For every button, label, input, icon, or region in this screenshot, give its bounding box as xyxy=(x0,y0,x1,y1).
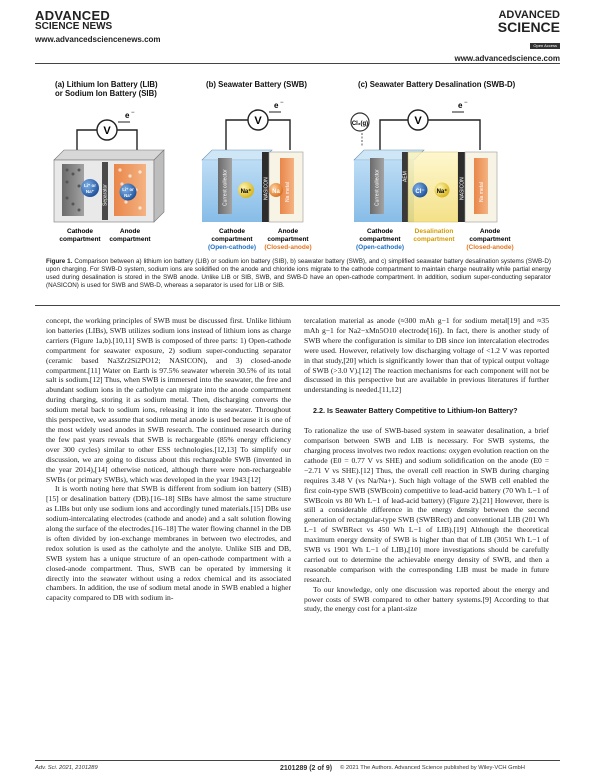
svg-text:Current collector: Current collector xyxy=(222,169,229,206)
svg-text:−: − xyxy=(464,100,468,106)
paragraph: concept, the working principles of SWB must be discussed first. Unlike lithium ion batteries (LIBs), SWB utilizes sodium ions instead of lithium ions as charge carriers (Figure 1a,b).[10,11] SWB is composed of three parts: 1) Open-cathode compartment for seawater exposure, 2) sodium super-conducting separator (ceramic based Na3Zr2Si2PO12; NASICON), and 3) closed-anode compartment.[11] Water on Earth is 97.5% seawater wherein 30.5% of its total salt is sodium.[12] Thus, when SWB is immersed into the seawater, the free and abundant sodium ions in the catholyte can migrate into the anode compartment during charging, storing it as sodium metal. Then, discharging converts the sodium metal back to sodium ions, releasing it into the seawater. Throughout this perspective, we assume that sodium metal anode is used because it is one of the most widely used anodes in SWB research. The continued research during the few past years reveals that SWB is rechargeable (85% energy efficiency over 300 cycles) similar to other ESS technologies.[12,13] To simplify our discussion, we are going to discuss about this rechargeable SWB (invented in the year 2014),[14] otherwise noticed, although there were non-rechargeable SWBs (or primary SWBs), which was developed in the year 1943.[12] xyxy=(46,316,291,484)
svg-text:AEM: AEM xyxy=(402,171,409,182)
paragraph: To our knowledge, only one discussion was reported about the energy and power costs of SWB compared to other battery systems.[9] According to that study, the energy cost for a plant-size xyxy=(304,584,549,614)
svg-text:compartment: compartment xyxy=(469,236,511,243)
svg-text:Anode: Anode xyxy=(119,228,141,235)
svg-text:e: e xyxy=(274,101,279,110)
svg-text:Na metal: Na metal xyxy=(285,181,291,202)
svg-text:Current collector: Current collector xyxy=(374,169,381,206)
svg-text:V: V xyxy=(254,115,262,127)
svg-text:Cathode: Cathode xyxy=(67,228,93,235)
footer-journal: Adv. Sci. 2021, 2101289 xyxy=(35,765,98,771)
svg-text:Cl⁻: Cl⁻ xyxy=(415,189,425,195)
right-column xyxy=(304,316,549,614)
panel-c-diagram xyxy=(351,100,514,251)
svg-text:Na⁺: Na⁺ xyxy=(436,189,448,195)
svg-text:Anode: Anode xyxy=(479,228,501,235)
svg-text:compartment: compartment xyxy=(109,236,151,243)
panel-a-title: (a) Lithium Ion Battery (LIB) or Sodium Ion Battery (SIB) xyxy=(55,80,158,98)
svg-text:compartment: compartment xyxy=(211,236,253,243)
section-heading: 2.2. Is Seawater Battery Competitive to Lithium-Ion Battery? xyxy=(313,406,518,416)
journal-logo-line1: ADVANCED xyxy=(498,9,560,21)
svg-text:Cl₂(g): Cl₂(g) xyxy=(351,121,369,127)
svg-text:compartment: compartment xyxy=(267,236,309,243)
panel-b-title: (b) Seawater Battery (SWB) xyxy=(206,80,307,89)
svg-text:NASICON: NASICON xyxy=(263,177,270,200)
svg-text:Desalination: Desalination xyxy=(414,228,454,235)
paragraph: tercalation material as anode (≈300 mAh g−1 for sodium metal[19] and ≈35 mAh g−1 for Na2−xMn5O10 electrode[16]). In fact, there is another study of SWB where the configuration is similar to DB since ion intercalation electrodes were used. However, relatively low discharging voltage of <1.2 V was reported in that study,[20] which is significantly lower than that of typical output voltage of SWB (>3.0 V).[12] The reaction mechanisms for each component will not be discussed in this perspective but are available in previous literatures if further understanding is needed.[11,12] xyxy=(304,316,549,395)
svg-text:(Open-cathode): (Open-cathode) xyxy=(207,244,257,251)
svg-text:Li⁺ or: Li⁺ or xyxy=(83,183,97,188)
svg-text:Na: Na xyxy=(272,189,280,195)
figure-caption xyxy=(46,258,551,290)
svg-text:Li⁺ or: Li⁺ or xyxy=(122,187,134,192)
publisher-logo-line1: ADVANCED xyxy=(35,8,111,23)
svg-text:V: V xyxy=(414,115,422,127)
svg-text:e: e xyxy=(125,111,130,120)
journal-logo-line2: SCIENCE xyxy=(497,19,560,35)
svg-text:(Closed-anode): (Closed-anode) xyxy=(264,244,312,251)
header-rule xyxy=(35,63,560,64)
caption-label: Figure 1. xyxy=(46,258,73,265)
publisher-url[interactable]: www.advancedsciencenews.com xyxy=(35,35,161,44)
svg-text:Na⁺: Na⁺ xyxy=(124,193,132,198)
svg-text:compartment: compartment xyxy=(359,236,401,243)
svg-text:(Open-cathode): (Open-cathode) xyxy=(355,244,405,251)
svg-text:Cathode: Cathode xyxy=(367,228,393,235)
svg-text:compartment: compartment xyxy=(413,236,455,243)
svg-text:(Closed-anode): (Closed-anode) xyxy=(466,244,514,251)
footer-copyright: © 2021 The Authors. Advanced Science published by Wiley-VCH GmbH xyxy=(340,765,525,771)
svg-text:NASICON: NASICON xyxy=(459,177,466,200)
svg-text:compartment: compartment xyxy=(59,236,101,243)
page-footer xyxy=(35,765,560,771)
paragraph: It is worth noting here that SWB is different from sodium ion battery (SIB)[15] or desalination battery (DB).[16–18] SIBs have almost the same structure as LIBs but only use sodium ions and accordingly tuned materials.[15] DBs use sodium-intercalating electrodes (cathode and anode) and a salt solution flowing along the surface of the electrodes.[16–18] The water flowing channel in the DB is often divided by ion-exchange membranes in between two electrodes, and redox solution is used as the catholyte and the anolyte. Unlike SIB and DB, SWB system has a unique structure of an open-cathode compartment with a closed-anode compartment. Thus, SWB can be operated by immersing it directly into the seawater without using a redox chemical and its associated chambers. In addition, the use of sodium metal anode in SWB enabled a higher capacity compared to DB with sodium in- xyxy=(46,484,291,603)
svg-text:Anode: Anode xyxy=(277,228,299,235)
open-access-badge: Open Access xyxy=(530,43,560,49)
svg-text:Separator: Separator xyxy=(102,184,109,206)
left-column xyxy=(46,316,291,603)
caption-text: Comparison between a) lithium ion battery (LIB) or sodium ion battery (SIB), b) seawater battery (SWB), and c) simplified seawater battery desalination systems (SWB-D) upon charging. For SWB-D system, sodium ions are solidified on the anode and chloride ions migrate to the cathode compartment to maintain charge neutrality while partial energy used during desalination is stored in the SWB anode. Unlike LIB or SIB, SWB, and SWB-D have an open-cathode compartment. In addition, sodium super-conducting separator (NASICON) is used for SWB and SWB-D, whereas a separator is used for LIB or SIB. xyxy=(46,258,551,290)
panel-a-diagram xyxy=(54,110,164,243)
footer-page: 2101289 (2 of 9) xyxy=(280,765,333,772)
svg-text:V: V xyxy=(103,125,111,137)
battery-comparison-figure xyxy=(40,78,560,253)
caption-rule xyxy=(35,305,560,306)
svg-text:Na⁺: Na⁺ xyxy=(240,189,252,195)
publisher-logo-line2: SCIENCE NEWS xyxy=(35,21,113,32)
svg-text:Cathode: Cathode xyxy=(219,228,245,235)
journal-url[interactable]: www.advancedscience.com xyxy=(454,54,560,63)
panel-c-title: (c) Seawater Battery Desalination (SWB-D) xyxy=(358,80,516,89)
publisher-header xyxy=(35,10,161,44)
footer-rule xyxy=(35,760,560,761)
svg-text:−: − xyxy=(131,110,135,116)
svg-text:−: − xyxy=(280,100,284,106)
svg-text:Na⁺: Na⁺ xyxy=(85,189,95,194)
journal-header xyxy=(454,10,560,63)
panel-b-diagram xyxy=(202,100,312,251)
paragraph: To rationalize the use of SWB-based system in seawater desalination, a brief comparison between SWB and LIB is necessary. For SWB systems, the charging process involves two redox reactions: oxygen evolution reaction on the cathode (E0 = 0.77 V vs SHE) and sodium solidification on the anode (E0 = −2.71 V vs SHE).[12] Thus, the overall cell reaction in SWB during charging requires 3.48 V (vs Na/Na+). Such high voltage of the SWB cell enabled the first coin-type SWB (SWBcoin) competitive to lead-acid battery (70 Wh L−1 of SWBcoin vs 80 Wh L−1 of lead-acid battery) (Figure 2).[21] However, there is still a considerable difference in the energy density between the second generation of rectangular-type SWB (SWBRect) and conventional LIB (201 Wh L−1 of SWBRect vs 450 Wh L−1 of LIB).[19] Although the theoretical maximum energy density of SWB is higher than that of LIB (3051 Wh L−1 of SWB vs 1901 Wh L−1 of LIB),[10] more investigations should be carefully carried out to determine the achievable energy density of SWB, and then a reasonable comparison with the corresponding LIB must be made in future research. xyxy=(304,426,549,584)
svg-text:Na metal: Na metal xyxy=(479,181,485,202)
svg-text:e: e xyxy=(458,101,463,110)
